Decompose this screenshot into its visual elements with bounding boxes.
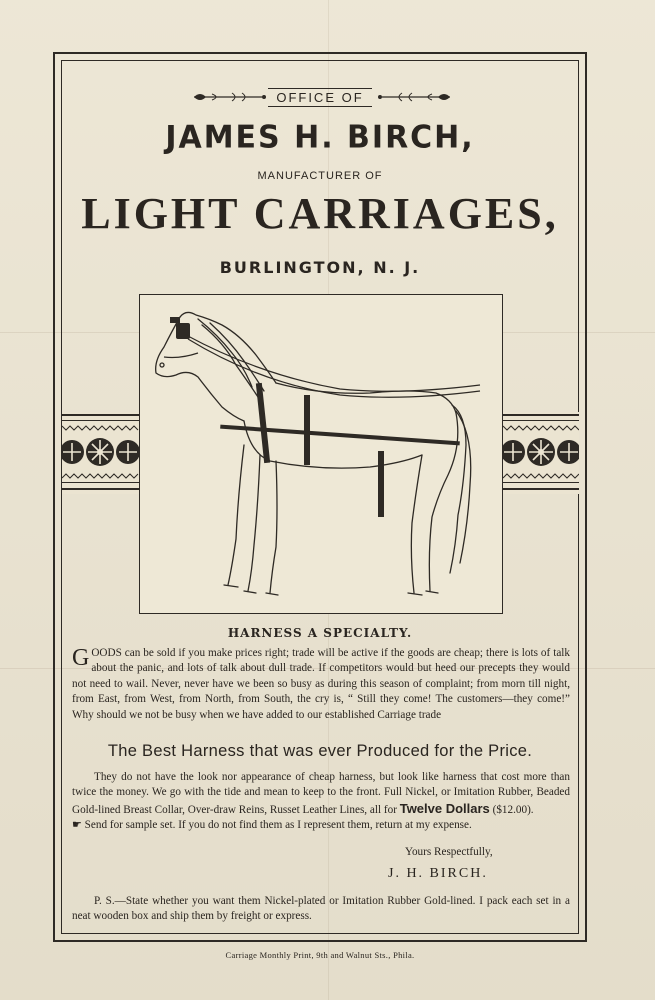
send-sample-text: Send for sample set. If you do not find them as I represent them, return at my expense.: [84, 819, 472, 832]
closing-salutation: Yours Respectfully,: [405, 846, 493, 858]
horse-illustration-frame: [139, 294, 503, 614]
printer-credit: Carriage Monthly Print, 9th and Walnut Sts., Phila.: [225, 950, 415, 960]
signature: J. H. BIRCH.: [388, 866, 488, 881]
tagline: The Best Harness that was ever Produced for the Price.: [107, 742, 533, 760]
price-figure: ($12.00).: [492, 803, 534, 816]
pointing-hand-icon: ☛: [72, 819, 82, 832]
horse-harness-icon: [140, 295, 502, 613]
price-words: Twelve Dollars: [399, 800, 490, 816]
right-ornament-band: [503, 412, 579, 494]
proprietor-name: JAMES H. BIRCH,: [165, 119, 475, 156]
office-of-row: [61, 88, 579, 110]
postscript: P. S.—State whether you want them Nickel-plated or Imitation Rubber Gold-lined. I pack each set in a neat wooden box and ship them by freight or express.: [72, 895, 570, 923]
location-label: BURLINGTON, N. J.: [219, 258, 421, 277]
left-ornament-band: [62, 412, 140, 494]
description-paragraph: [72, 770, 570, 834]
intro-paragraph-text: OODS can be sold if you make prices right; trade will be active if the goods are cheap; there is lots of talk about the panic, and lots of talk about dull trade. If competitors would but heed our precepts they would not need to wail. Never, never have we been so busy as during this season of complaint; from morn till night, from East, from West, from North, from South, the cry is, “ Still they come! The customers—they come!” Why should we not be busy when we have added to our established Carriage trade: [72, 647, 570, 721]
product-title: LIGHT CARRIAGES,: [81, 189, 559, 238]
drop-cap: G: [72, 645, 90, 671]
description-text: They do not have the look nor appearance of cheap harness, but look like harness that cost more than twice the money. We go with the tide and mean to keep to the front. Full Nickel, or Imitation Rubber, Beaded Gold-lined Breast Collar, Over-draw Reins, Russet Leather Lines, all for: [72, 771, 570, 816]
intro-paragraph: [72, 646, 570, 723]
office-of-label: OFFICE OF: [268, 88, 371, 107]
manufacturer-of-label: MANUFACTURER OF: [257, 170, 383, 182]
section-heading: HARNESS A SPECIALTY.: [227, 626, 413, 640]
